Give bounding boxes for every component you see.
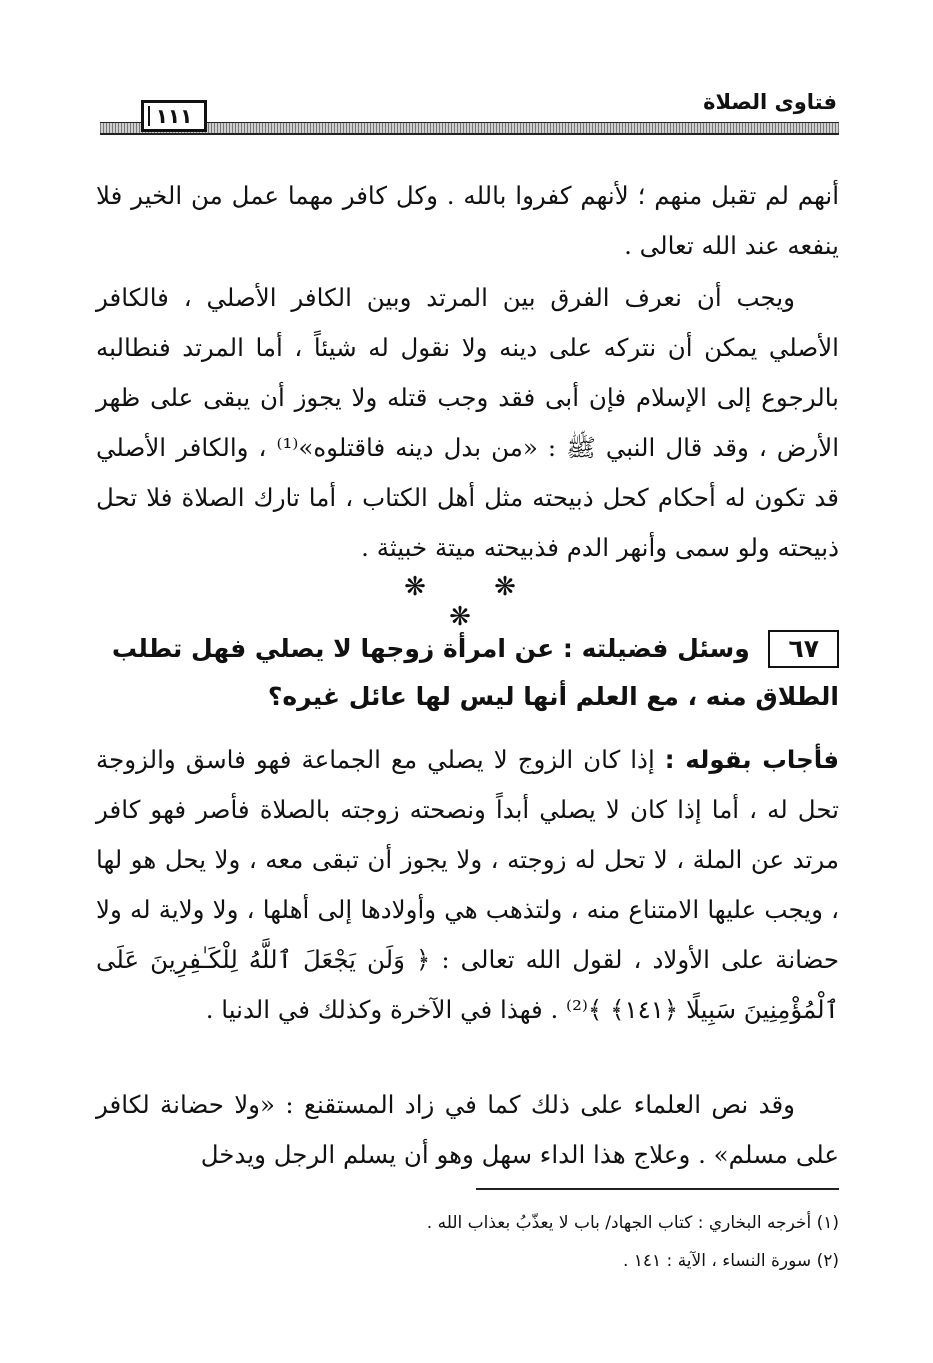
answer-text: إذا كان الزوج لا يصلي مع الجماعة فهو فاسق والزوجة تحل له ، أما إذا كان لا يصلي أبداً ونصحته زوجته بالصلاة فأصر فهو كافر مرتد عن الملة ، لا تحل له زوجته ، ولا يجوز أن تبقى معه ، ولا يحل هو لها ، ويجب عليها الامتناع منه ، ولتذهب هي وأولادها إلى أهلها ، ولا ولاية له ولا حضانة على الأولاد ، لقول الله تعالى : ﴿ وَلَن يَجْعَلَ ٱللَّهُ لِلْكَـٰفِرِينَ عَلَى ٱلْمُؤْمِنِينَ سَبِيلًا ﴿١٤١﴾ ﴾⁽²⁾ . فهذا في الآخرة وكذلك في الدنيا .: [96, 745, 839, 1024]
question-number: ٦٧: [768, 630, 839, 668]
footnote-1: (١) أخرجه البخاري : كتاب الجهاد/ باب لا يعذّبُ بعذاب الله .: [426, 1213, 839, 1233]
fatwa-question: [96, 625, 839, 721]
running-header-title: فتاوى الصلاة: [703, 90, 837, 114]
footnote-divider: [476, 1188, 839, 1190]
paragraph-2: ويجب أن نعرف الفرق بين المرتد وبين الكافر الأصلي ، فالكافر الأصلي يمكن أن نتركه على دينه ولا نقول له شيئاً ، أما المرتد فنطالبه بالرجوع إلى الإسلام فإن أبى فقد وجب قتله ولا يجوز أن يبقى على ظهر الأرض ، وقد قال النبي ﷺ : «من بدل دينه فاقتلوه»⁽¹⁾ ، والكافر الأصلي قد تكون له أحكام كحل ذبيحته مثل أهل الكتاب ، أما تارك الصلاة فلا تحل ذبيحته ولو سمى وأنهر الدم فذبيحته ميتة خبيثة .: [96, 283, 839, 562]
fatwa-answer: [96, 735, 839, 1035]
section-separator: ❋ ❋ ❋: [404, 572, 546, 632]
page-number: ١١١: [155, 104, 193, 128]
paragraph-1: أنهم لم تقبل منهم ؛ لأنهم كفروا بالله . وكل كافر مهما عمل من الخير فلا ينفعه عند الله تعالى .: [96, 181, 839, 260]
question-text: وسئل فضيلته : عن امرأة زوجها لا يصلي فهل تطلب الطلاق منه ، مع العلم أنها ليس لها عائل غيره؟: [111, 634, 839, 711]
header-decorative-bar: [100, 122, 839, 135]
paragraph-4: وقد نص العلماء على ذلك كما في زاد المستقنع : «ولا حضانة لكافر على مسلم» . وعلاج هذا الداء سهل وهو أن يسلم الرجل ويدخل: [96, 1090, 839, 1169]
page-number-box: [141, 100, 207, 132]
answer-lead: فأجاب بقوله :: [664, 745, 840, 774]
footnote-2: (٢) سورة النساء ، الآية : ١٤١ .: [622, 1251, 839, 1271]
